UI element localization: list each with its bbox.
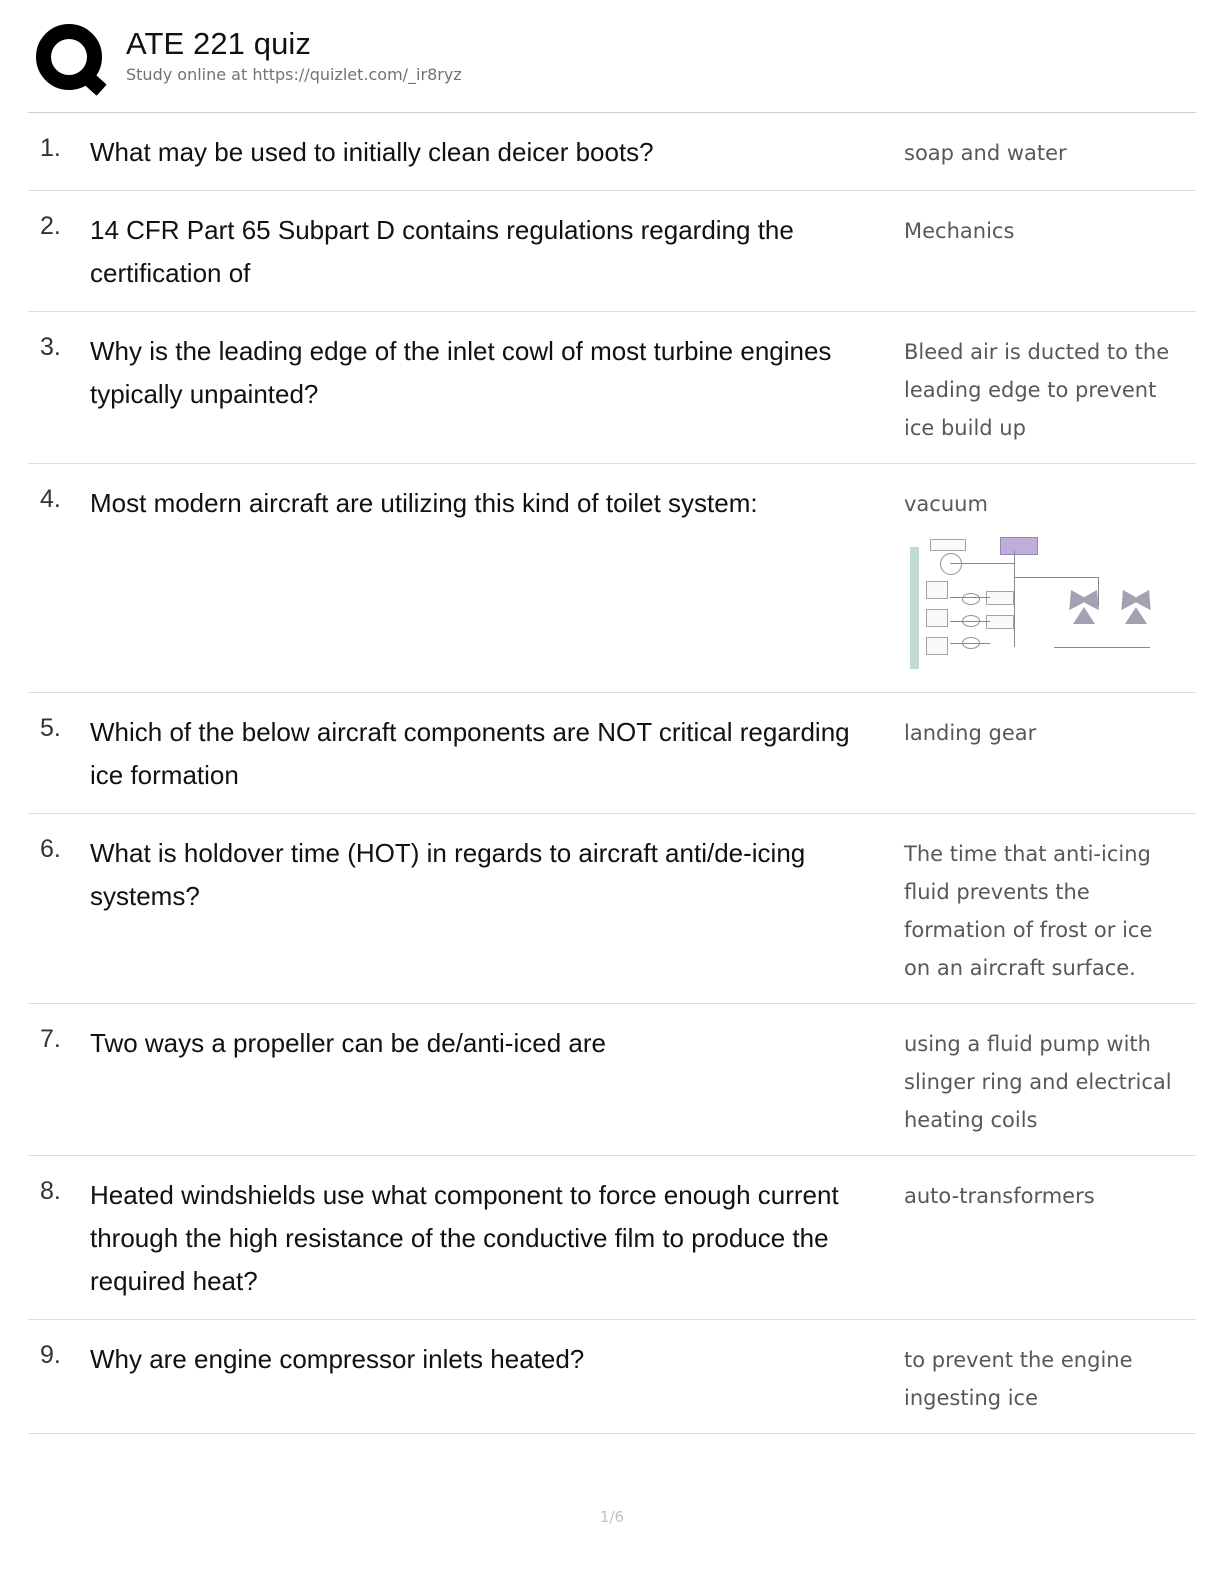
row-definition-text: using a fluid pump with slinger ring and electrical heating coils (904, 1032, 1172, 1132)
row-definition-text: soap and water (904, 141, 1067, 165)
row-term: Most modern aircraft are utilizing this kind of toilet system: (90, 488, 758, 518)
row-number: 3. (40, 333, 61, 361)
quiz-rows (28, 112, 1196, 1434)
vacuum-toilet-system-diagram (904, 531, 1162, 676)
row-definition (904, 832, 1172, 987)
row-term: What is holdover time (HOT) in regards to aircraft anti/de-icing systems? (90, 838, 806, 911)
row-number: 2. (40, 212, 61, 240)
row-term: Heated windshields use what component to force enough current through the high resistance of the conductive film to produce the required heat? (90, 1180, 839, 1296)
row-definition-text: Bleed air is ducted to the leading edge to prevent ice build up (904, 340, 1170, 440)
row-definition (904, 482, 1172, 676)
diagram-line (950, 643, 990, 644)
table-row (28, 1319, 1196, 1433)
row-definition (904, 1174, 1172, 1215)
row-term: Why are engine compressor inlets heated? (90, 1344, 585, 1374)
row-definition-text: landing gear (904, 721, 1037, 745)
row-definition (904, 1338, 1172, 1417)
diagram-line (950, 563, 1014, 564)
diagram-line (1054, 647, 1150, 648)
diagram-wall (910, 547, 919, 669)
row-number: 7. (40, 1025, 61, 1053)
page-title: ATE 221 quiz (126, 26, 312, 61)
row-definition (904, 209, 1172, 250)
table-row (28, 112, 1196, 190)
diagram-line (1014, 577, 1098, 578)
row-definition (904, 711, 1172, 752)
table-row (28, 1155, 1196, 1319)
row-number: 8. (40, 1177, 61, 1205)
row-term: Which of the below aircraft components are NOT critical regarding ice formation (90, 717, 850, 790)
row-number: 5. (40, 714, 61, 742)
title-block (126, 22, 462, 86)
document-header (36, 0, 1196, 108)
row-definition-text: Mechanics (904, 219, 1015, 243)
diagram-valve (962, 593, 980, 605)
row-term: Two ways a propeller can be de/anti-iced are (90, 1028, 606, 1058)
table-row (28, 692, 1196, 813)
diagram-box (926, 637, 948, 655)
row-number: 4. (40, 485, 61, 513)
logo-tail (77, 67, 106, 96)
table-row (28, 190, 1196, 311)
diagram-fan (1073, 607, 1095, 624)
row-definition-text: vacuum (904, 492, 988, 516)
diagram-line (1014, 551, 1015, 647)
table-row (28, 1003, 1196, 1155)
row-number: 6. (40, 835, 61, 863)
row-definition-text: The time that anti-icing fluid prevents the formation of frost or ice on an aircraft surface. (904, 842, 1153, 980)
diagram-box (986, 615, 1014, 629)
quizlet-q-logo-icon (36, 24, 110, 98)
row-term: Why is the leading edge of the inlet cowl of most turbine engines typically unpainted? (90, 336, 832, 409)
row-term: What may be used to initially clean deicer boots? (90, 137, 654, 167)
row-definition (904, 330, 1172, 447)
row-definition-text: to prevent the engine ingesting ice (904, 1348, 1133, 1410)
row-definition-text: auto-transformers (904, 1184, 1095, 1208)
diagram-box (926, 609, 948, 627)
row-number: 9. (40, 1341, 61, 1369)
diagram-node (940, 553, 962, 575)
table-row (28, 311, 1196, 463)
row-definition (904, 131, 1172, 172)
diagram-box (986, 591, 1014, 605)
table-row (28, 813, 1196, 1003)
page-footer: 1/6 (599, 1508, 625, 1526)
diagram-fan (1125, 607, 1147, 624)
diagram-line (950, 621, 990, 622)
table-row (28, 463, 1196, 692)
row-number: 1. (40, 134, 61, 162)
study-online-link[interactable]: Study online at https://quizlet.com/_ir8ryz (126, 65, 462, 84)
diagram-lav-unit (1000, 537, 1038, 555)
diagram-line (950, 597, 990, 598)
diagram-box (926, 581, 948, 599)
row-definition (904, 1022, 1172, 1139)
row-term: 14 CFR Part 65 Subpart D contains regulations regarding the certification of (90, 215, 794, 288)
table-bottom-divider (28, 1433, 1196, 1434)
diagram-label-box (930, 539, 966, 551)
